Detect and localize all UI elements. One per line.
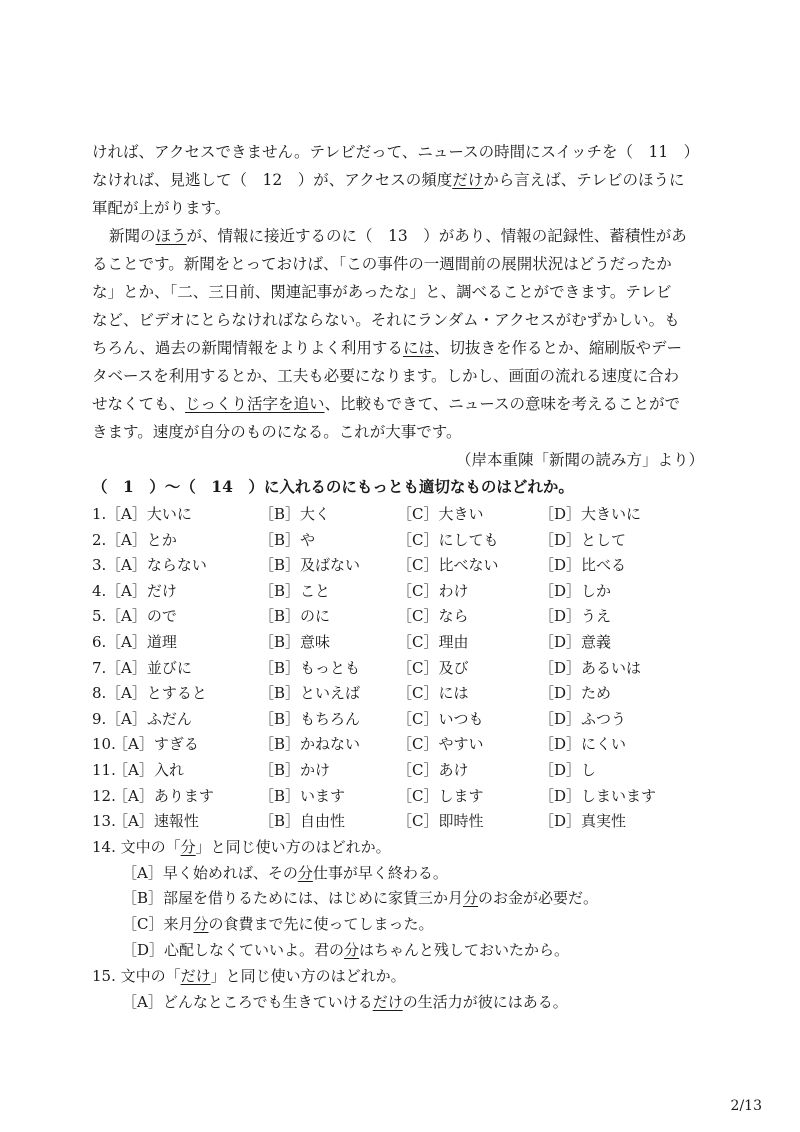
passage-line: せなくても、じっくり活字を追い、比較もできて、ニュースの意味を考えることがで <box>92 395 680 413</box>
question-row <box>92 758 732 784</box>
question-15 <box>92 964 732 1016</box>
choice-a: ［A］並びに <box>106 658 192 677</box>
passage-source: （岸本重陳「新聞の読み方」より） <box>455 451 704 469</box>
question-14 <box>92 835 732 964</box>
question-row <box>92 681 732 707</box>
passage-line: など、ビデオにとらなければならない。それにランダム・アクセスがむずかしい。も <box>92 311 680 329</box>
choice-b: ［B］大く <box>259 505 331 523</box>
question-number: 12. <box>92 786 116 805</box>
choice-c: ［C］します <box>397 786 484 805</box>
reading-passage <box>92 138 712 474</box>
question-row <box>92 630 732 656</box>
passage-line: ることです。新聞をとっておけば、「この事件の一週間前の展開状況はどうだったか <box>92 255 672 273</box>
question-number: 3. <box>92 556 107 575</box>
choice-d: ［D］ふつう <box>539 709 627 728</box>
choice-a: ［A］すぎる <box>113 735 199 754</box>
choice-d: ［D］にくい <box>539 735 627 754</box>
question-row <box>92 707 732 733</box>
question-stem: 14. 文中の「分」と同じ使い方のはどれか。 <box>92 837 391 856</box>
underlined-phrase: じっくり活字を追い <box>185 395 325 413</box>
question-instruction: （ 1 ）～（ 14 ）に入れるのにもっとも適切なものはどれか。 <box>92 477 574 496</box>
choice-d: ［D］ため <box>539 684 612 703</box>
choice-d: ［D］として <box>539 530 627 549</box>
question-number: 5. <box>92 607 107 626</box>
question-number: 7. <box>92 658 107 677</box>
question-row <box>92 528 732 554</box>
choice-b: ［B］こと <box>259 581 331 600</box>
question-number: 8. <box>92 684 107 703</box>
choice-a: ［A］とすると <box>106 684 207 703</box>
passage-line: ければ、アクセスできません。テレビだって、ニュースの時間にスイッチを（ 11 ） <box>92 143 700 161</box>
passage-line: な」とか、「二、三日前、関連記事があったな」と、調べることができます。テレビ <box>92 283 672 301</box>
choice-c: ［C］理由 <box>397 632 469 651</box>
passage-line: 新聞のほうが、情報に接近するのに（ 13 ）があり、情報の記録性、蓄積性があ <box>109 227 687 245</box>
choice-b: ［B］のに <box>259 607 331 626</box>
underlined-phrase: には <box>402 339 434 357</box>
choice-b: ［B］自由性 <box>259 812 346 831</box>
question-number: 9. <box>92 709 107 728</box>
choice-c: ［C］大きい <box>397 505 484 523</box>
question-number: 1. <box>92 505 107 523</box>
choice-a: ［A］道理 <box>106 632 177 651</box>
choice-a: ［A］大いに <box>106 505 192 523</box>
question-row <box>92 579 732 605</box>
question-number: 4. <box>92 581 107 600</box>
question-row <box>92 784 732 810</box>
question-row <box>92 553 732 579</box>
question-row <box>92 732 732 758</box>
choice-a: ［A］速報性 <box>113 812 199 831</box>
choice-d: ［D］しまいます <box>539 786 657 805</box>
choice-a: ［A］ので <box>106 607 177 626</box>
choice-d: ［D］うえ <box>539 607 612 626</box>
choice-a: ［A］入れ <box>113 760 184 779</box>
choice-a: ［A］とか <box>106 530 177 549</box>
choice-d: ［D］心配しなくていいよ。君の分はちゃんと残しておいたから。 <box>122 940 570 959</box>
choice-b: ［B］意味 <box>259 632 331 651</box>
choice-d: ［D］意義 <box>539 632 612 651</box>
passage-line: 軍配が上がります。 <box>92 199 231 217</box>
question-row <box>92 809 732 835</box>
choice-a: ［A］どんなところでも生きていけるだけの生活力が彼にはある。 <box>122 992 568 1011</box>
choice-c: ［C］にしても <box>397 530 499 549</box>
choice-b: ［B］や <box>259 530 316 549</box>
choice-d: ［D］あるいは <box>539 658 642 677</box>
underlined-phrase: だけ <box>452 171 484 189</box>
choice-a: ［A］あります <box>113 786 214 805</box>
choice-c: ［C］いつも <box>397 709 484 728</box>
choice-c: ［C］なら <box>397 607 469 626</box>
question-list <box>92 502 732 1015</box>
choice-d: ［D］し <box>539 760 597 779</box>
choice-c: ［C］比べない <box>397 556 499 575</box>
question-number: 11. <box>92 760 116 779</box>
choice-b: ［B］もっとも <box>259 658 361 677</box>
choice-b: ［B］といえば <box>259 684 361 703</box>
choice-c: ［C］あけ <box>397 760 469 779</box>
choice-c: ［C］来月分の食費まで先に使ってしまった。 <box>122 915 434 934</box>
choice-d: ［D］大きいに <box>539 505 642 523</box>
choice-d: ［D］しか <box>539 581 612 600</box>
choice-c: ［C］即時性 <box>397 812 484 831</box>
choice-b: ［B］部屋を借りるためには、はじめに家賃三か月分のお金が必要だ。 <box>122 889 599 908</box>
page-number: 2/13 <box>730 1098 762 1114</box>
choice-b: ［B］もちろん <box>259 709 361 728</box>
question-number: 6. <box>92 632 107 651</box>
choice-a: ［A］ふだん <box>106 709 192 728</box>
question-row <box>92 604 732 630</box>
choice-b: ［B］かけ <box>259 760 331 779</box>
choice-a: ［A］だけ <box>106 581 177 600</box>
choice-d: ［D］比べる <box>539 556 627 575</box>
choice-b: ［B］います <box>259 786 346 805</box>
choice-b: ［B］及ばない <box>259 556 361 575</box>
choice-a: ［A］早く始めれば、その分仕事が早く終わる。 <box>122 863 448 882</box>
passage-line: ちろん、過去の新聞情報をよりよく利用するには、切抜きを作るとか、縮刷版やデー <box>92 339 682 357</box>
choice-c: ［C］やすい <box>397 735 484 754</box>
choice-a: ［A］ならない <box>106 556 207 575</box>
question-row <box>92 502 732 528</box>
passage-line: なければ、見逃して（ 12 ）が、アクセスの頻度だけから言えば、テレビのほうに <box>92 171 685 189</box>
choice-c: ［C］には <box>397 684 469 703</box>
underlined-phrase: ほう <box>155 227 187 245</box>
choice-d: ［D］真実性 <box>539 812 627 831</box>
question-row <box>92 656 732 682</box>
question-number: 10. <box>92 735 116 754</box>
question-number: 2. <box>92 530 107 549</box>
choice-b: ［B］かねない <box>259 735 361 754</box>
passage-line: タベースを利用するとか、工夫も必要になります。しかし、画面の流れる速度に合わ <box>92 367 679 385</box>
choice-c: ［C］わけ <box>397 581 469 600</box>
choice-c: ［C］及び <box>397 658 469 677</box>
passage-line: きます。速度が自分のものになる。これが大事です。 <box>92 423 462 441</box>
question-stem: 15. 文中の「だけ」と同じ使い方のはどれか。 <box>92 966 406 985</box>
question-number: 13. <box>92 812 116 831</box>
